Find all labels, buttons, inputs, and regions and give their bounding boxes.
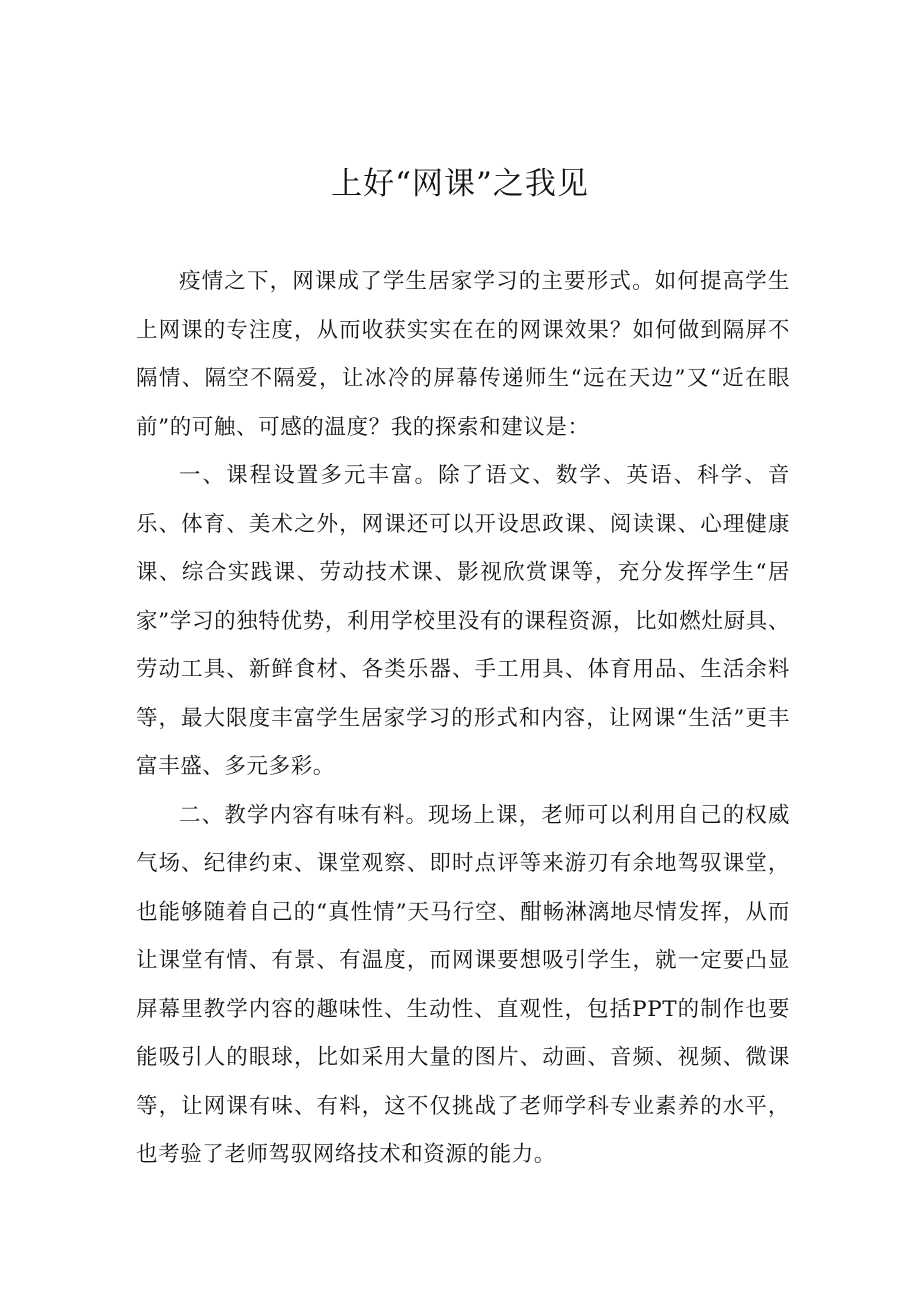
paragraph-course-setting: 一、课程设置多元丰富。除了语文、数学、英语、科学、音乐、体育、美术之外，网课还可以开设思政课、阅读课、心理健康课、综合实践课、劳动技术课、影视欣赏课等，充分发挥学生“居家”学习的独特优势，利用学校里没有的课程资源，比如燃灶厨具、劳动工具、新鲜食材、各类乐器、手工用具、体育用品、生活余料等，最大限度丰富学生居家学习的形式和内容，让网课“生活”更丰富丰盛、多元多彩。 bbox=[136, 463, 790, 779]
document-body bbox=[136, 258, 790, 1180]
paragraph-intro: 疫情之下，网课成了学生居家学习的主要形式。如何提高学生上网课的专注度，从而收获实实在在的网课效果？如何做到隔屏不隔情、隔空不隔爱，让冰冷的屏幕传递师生“远在天边”又“近在眼前”的可触、可感的温度？我的探索和建议是： bbox=[136, 269, 790, 440]
document-title: 上好“网课”之我见 bbox=[331, 166, 589, 202]
paragraph-teaching-content: 二、教学内容有味有料。现场上课，老师可以利用自己的权威气场、纪律约束、课堂观察、即时点评等来游刃有余地驾驭课堂，也能够随着自己的“真性情”天马行空、酣畅淋漓地尽情发挥，从而让课堂有情、有景、有温度，而网课要想吸引学生，就一定要凸显屏幕里教学内容的趣味性、生动性、直观性，包括PPT的制作也要能吸引人的眼球，比如采用大量的图片、动画、音频、视频、微课等，让网课有味、有料，这不仅挑战了老师学科专业素养的水平，也考验了老师驾驭网络技术和资源的能力。 bbox=[136, 802, 790, 1167]
